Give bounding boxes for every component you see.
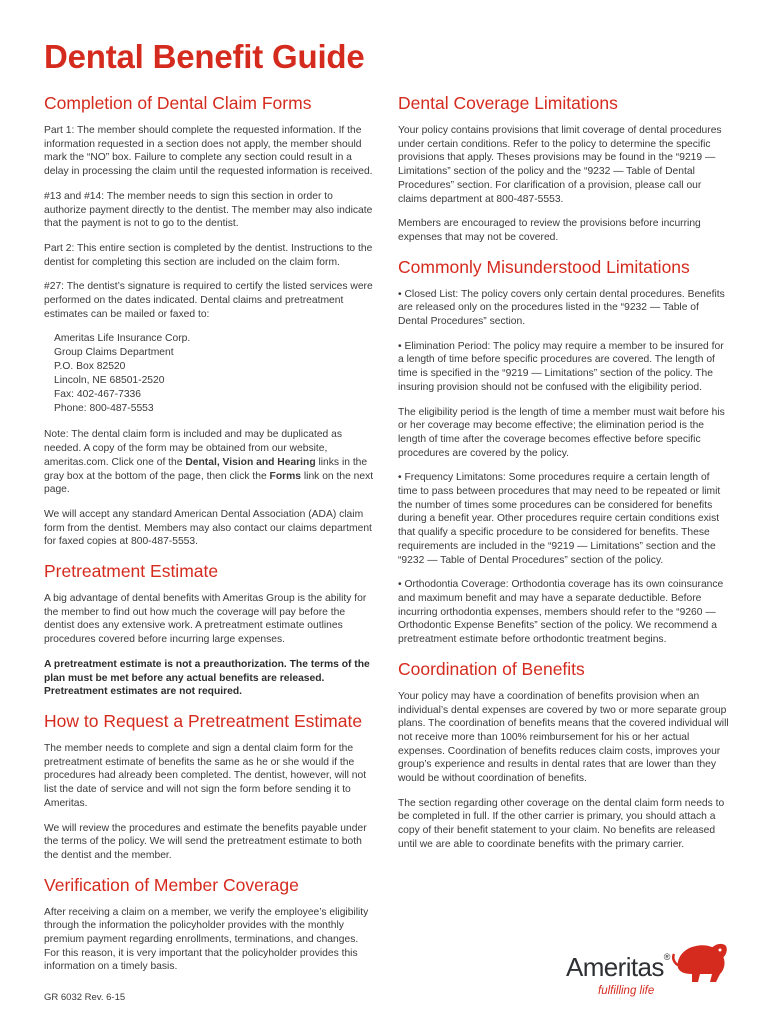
section-pretreatment-estimate	[44, 560, 374, 699]
section-coordination-of-benefits	[398, 658, 730, 852]
right-column	[398, 92, 730, 863]
section-coverage-limitations	[398, 92, 730, 245]
address-line: Ameritas Life Insurance Corp.	[54, 333, 191, 345]
section-request-estimate	[44, 710, 374, 863]
section-heading: Coordination of Benefits	[398, 658, 585, 679]
section-heading: Verification of Member Coverage	[44, 874, 299, 895]
paragraph: We will accept any standard American Dental Association (ADA) claim form from the dentist. Members may also contact our claims department for faxed copies at 800-487-5553.	[44, 508, 372, 548]
paragraph: Part 1: The member should complete the requested information. If the information requested in a section does not apply, the member should mark the “NO” box. Failure to complete any section could result in a delay in processing the claim until the requested information is received.	[44, 125, 373, 178]
section-verification	[44, 874, 374, 975]
form-code: GR 6032 Rev. 6-15	[44, 992, 126, 1003]
section-heading: Completion of Dental Claim Forms	[44, 93, 312, 113]
left-column	[44, 92, 374, 985]
mailing-address	[54, 332, 374, 416]
address-line: Fax: 402-467-7336	[54, 389, 142, 401]
bullet-paragraph: • Orthodontia Coverage: Orthodontia coverage has its own coinsurance and maximum benefit and may have a separate deductible. Before incurring orthodontia expenses, members should refer to the “9260 — Orthodontic Expense Benefits” section of the policy. We recommend a pretreatment estimate before orthodontic treatment begins.	[398, 579, 724, 646]
note-text: links in the gray box at the bottom of the page, then click the	[44, 456, 368, 482]
section-claim-forms	[44, 92, 374, 549]
note-paragraph	[44, 428, 374, 497]
page-title: Dental Benefit Guide	[44, 38, 365, 75]
paragraph: Members are encouraged to review the provisions before incurring expenses that may not be covered.	[398, 218, 701, 243]
forms-link-text: Forms	[269, 470, 302, 482]
dental-vision-hearing-link-text: Dental, Vision and Hearing	[185, 456, 316, 468]
address-line: P.O. Box 82520	[54, 361, 126, 373]
note-text: link on the next page.	[44, 470, 374, 496]
paragraph: After receiving a claim on a member, we verify the employee’s eligibility through the information the policyholder provides with the monthly premium payment regarding enrollments, terminations, and changes. For this reason, it is very important that the policyholder provides this information on a timely basis.	[44, 906, 369, 973]
paragraph: Your policy contains provisions that limit coverage of dental procedures under certain conditions. Refer to the policy to determine the specific provisions that apply. Theses provisions may be found in the “9219 — Limitations” section of the policy and the “9232 — Table of Dental Procedures” section. For clarification of a provision, please call our claims department at 800-487-5553.	[398, 125, 722, 205]
logo-tagline: fulfilling life	[598, 985, 655, 997]
paragraph: #27: The dentist’s signature is required to certify the listed services were performed on the dates indicated. Dental claims and pretreatment estimates can be mailed or faxed to:	[44, 281, 373, 320]
lion-icon	[670, 938, 730, 986]
logo-name: Ameritas	[566, 952, 664, 982]
logo-wordmark	[566, 952, 670, 983]
paragraph: A big advantage of dental benefits with Ameritas Group is the ability for the member to find out how much the coverage will pay before the dentist does any extensive work. A pretreatment estimate outlines procedures covered before incurring large expenses.	[44, 593, 367, 646]
paragraph: The eligibility period is the length of time a member must wait before his or her coverage may become effective; the elimination period is the length of time after the coverage becomes effective before specific procedures are covered by the policy.	[398, 406, 725, 459]
registered-mark: ®	[663, 952, 670, 962]
section-heading: How to Request a Pretreatment Estimate	[44, 710, 363, 731]
address-line: Phone: 800-487-5553	[54, 403, 154, 415]
bold-paragraph: A pretreatment estimate is not a preauthorization. The terms of the plan must be met before any actual benefits are released. Pretreatment estimates are not required.	[44, 658, 370, 698]
paragraph: The member needs to complete and sign a dental claim form for the pretreatment estimate of benefits the same as he or she would if the procedures had already been completed. The dentist, however, will not list the date of service and will not sign the form before sending it to Ameritas.	[44, 742, 367, 809]
section-heading: Pretreatment Estimate	[44, 561, 219, 582]
paragraph: Your policy may have a coordination of benefits provision when an individual’s dental expenses are covered by two or more separate group plans. The coordination of benefits means that the covered individual will not receive more than 100% reimbursement for his or her actual expenses. Coordination of benefits reduces claim costs, improves your group’s experience and results in dental rates that are lower than they would be without coordination of benefits.	[398, 690, 729, 785]
section-heading: Commonly Misunderstood Limitations	[398, 256, 690, 277]
paragraph: #13 and #14: The member needs to sign this section in order to authorize payment directly to the dentist. The member may also indicate that the payment is not to go to the dentist.	[44, 190, 373, 230]
paragraph: The section regarding other coverage on the dental claim form needs to be completed in full. If the other carrier is primary, you should attach a copy of their benefit statement to your claim. No benefits are released until we are able to coordinate benefits with the primary carrier.	[398, 797, 725, 850]
section-heading: Dental Coverage Limitations	[398, 93, 618, 113]
bullet-paragraph: • Closed List: The policy covers only certain dental procedures. Benefits are released only on the procedures listed in the “9232 — Table of Dental Procedures” section.	[398, 288, 725, 328]
address-line: Lincoln, NE 68501-2520	[54, 375, 165, 387]
paragraph: Part 2: This entire section is completed by the dentist. Instructions to the dentist for completing this section are included on the claim form.	[44, 242, 373, 268]
address-line: Group Claims Department	[54, 347, 174, 359]
note-text: Note: The dental claim form is included and may be duplicated as needed. A copy of the form may be obtained from our website, ameritas.com. Click one of the	[44, 429, 343, 468]
paragraph: We will review the procedures and estimate the benefits payable under the terms of the policy. We will send the pretreatment estimate to both the dentist and the member.	[44, 822, 367, 861]
ameritas-logo	[562, 938, 732, 1000]
bullet-paragraph: • Frequency Limitatons: Some procedures require a certain length of time to pass between procedures that may need to be repeated or limit the number of times some procedures can be considered for benefits during a benefit year. Other procedures require certain conditions exist that qualify a specific procedure to be considered for benefits. These requirements are included in the “9219 — Limitations” section and the “9232 — Table of Dental Procedures” section of the policy.	[398, 472, 721, 566]
section-misunderstood-limitations	[398, 256, 730, 647]
bullet-paragraph: • Elimination Period: The policy may require a member to be insured for a length of time before specific procedures are covered. The length of time is specified in the “9219 — Limitations” section of the policy. The insuring provision should not be confused with the eligibility period.	[398, 340, 724, 393]
